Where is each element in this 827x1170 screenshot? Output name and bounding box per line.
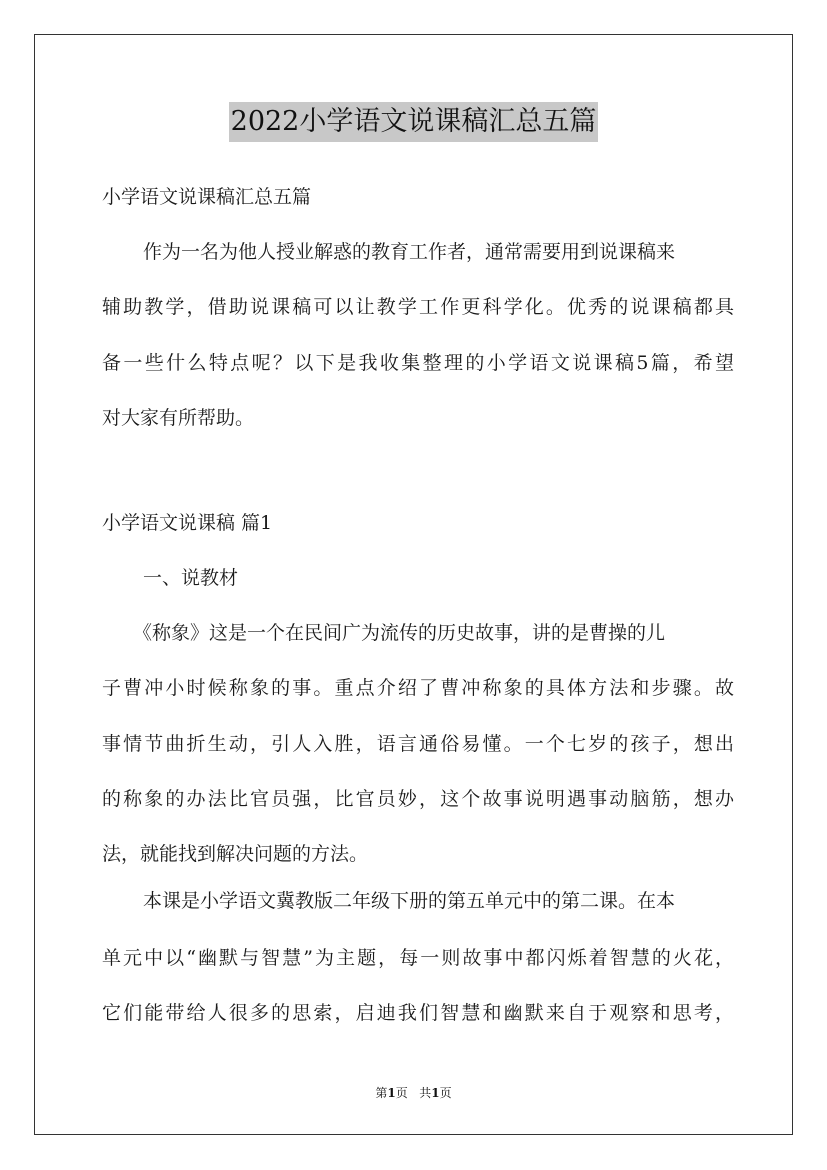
footer-page-suffix: 页 (439, 1086, 452, 1100)
footer-page-mid: 页 共 (395, 1086, 432, 1100)
intro-line-4: 对大家有所帮助。 (102, 407, 255, 429)
document-title: 2022小学语文说课稿汇总五篇 (229, 102, 599, 142)
para2-line-3: 它们能带给人很多的思索，启迪我们智慧和幽默来自于观察和思考， (102, 1002, 734, 1024)
intro-line-2: 辅助教学，借助说课稿可以让教学工作更科学化。优秀的说课稿都具 (102, 296, 734, 318)
para2-line-2: 单元中以“幽默与智慧”为主题，每一则故事中都闪烁着智慧的火花， (102, 947, 734, 969)
subsection-heading: 一、说教材 (143, 567, 239, 589)
footer-page-number: 1 (387, 1086, 396, 1100)
intro-line-1: 作为一名为他人授业解惑的教育工作者，通常需要用到说课稿来 (143, 241, 676, 263)
footer-total-pages: 1 (431, 1086, 440, 1100)
para2-line-1: 本课是小学语文冀教版二年级下册的第五单元中的第二课。在本 (143, 890, 676, 912)
page-footer (0, 1084, 827, 1101)
title-container (0, 102, 827, 142)
para1-line-4: 的称象的办法比官员强，比官员妙，这个故事说明遇事动脑筋，想办 (102, 788, 734, 810)
footer-page-prefix: 第 (375, 1086, 388, 1100)
para1-line-3: 事情节曲折生动，引人入胜，语言通俗易懂。一个七岁的孩子，想出 (102, 733, 734, 755)
para1-line-1: 《称象》这是一个在民间广为流传的历史故事，讲的是曹操的儿 (133, 622, 666, 644)
para1-line-5: 法，就能找到解决问题的方法。 (102, 843, 369, 865)
intro-line-3: 备一些什么特点呢？以下是我收集整理的小学语文说课稿5篇，希望 (102, 352, 734, 374)
document-subtitle: 小学语文说课稿汇总五篇 (102, 186, 312, 208)
section-heading: 小学语文说课稿 篇1 (102, 512, 273, 534)
para1-line-2: 子曹冲小时候称象的事。重点介绍了曹冲称象的具体方法和步骤。故 (102, 677, 734, 699)
